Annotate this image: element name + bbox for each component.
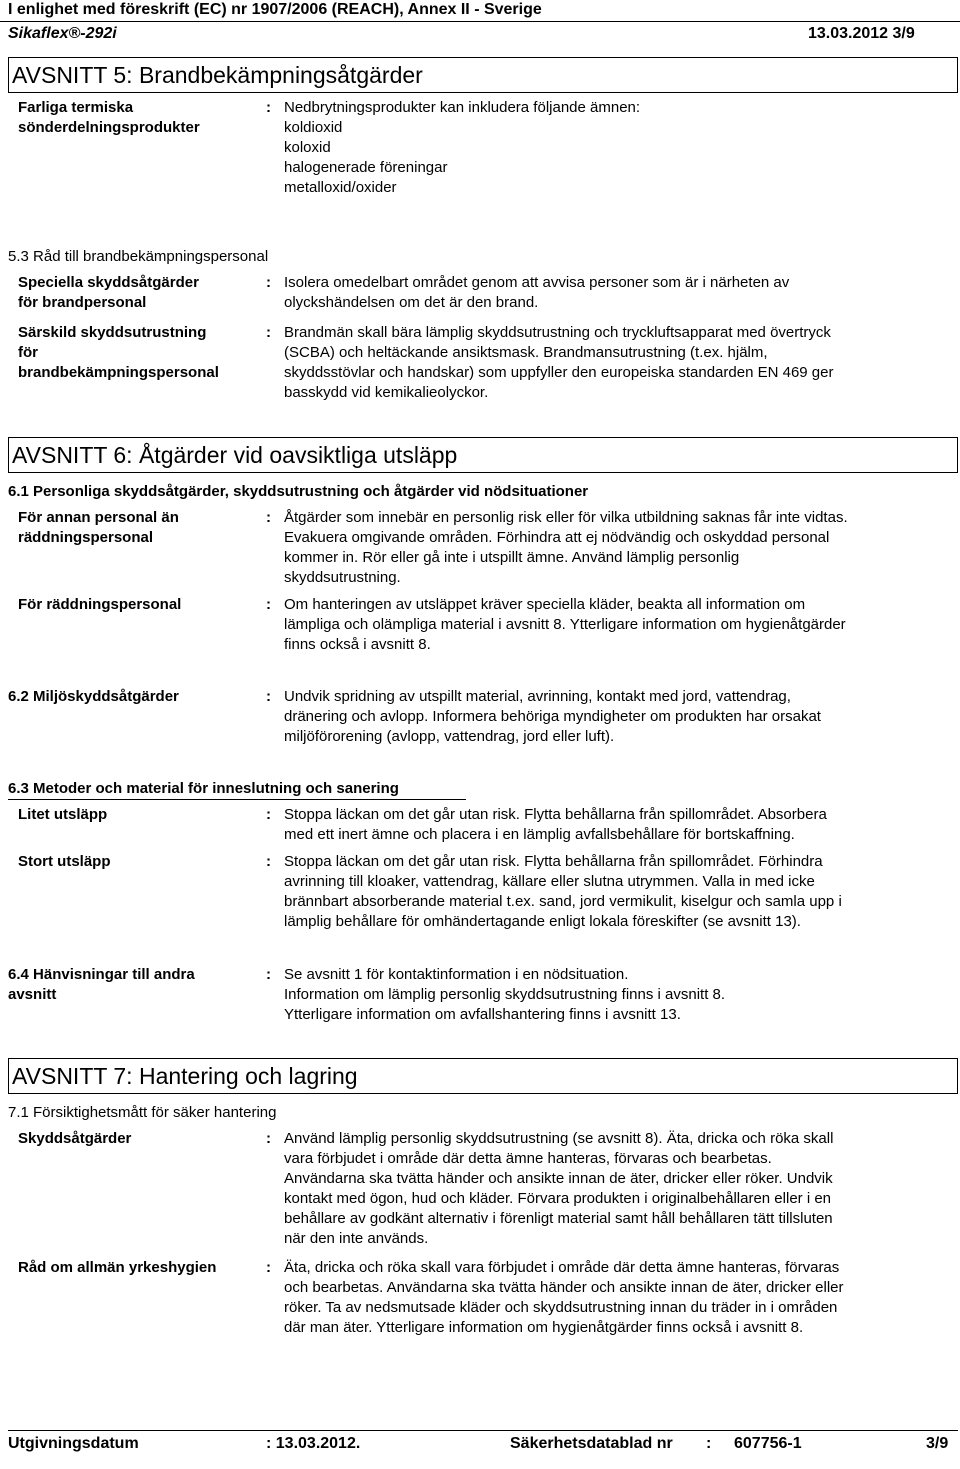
large-spill-value	[284, 852, 954, 932]
protective-measures-label	[18, 1129, 258, 1149]
text-line: Se avsnitt 1 för kontaktinformation i en nödsituation.	[284, 966, 629, 983]
subsection-5-3: 5.3 Råd till brandbekämpningspersonal	[8, 248, 269, 265]
text-line: Skyddsåtgärder	[18, 1130, 132, 1147]
footer-divider	[8, 1430, 958, 1431]
text-line: Använd lämplig personlig skyddsutrustning (se avsnitt 8). Äta, dricka och röka skall	[284, 1130, 834, 1147]
text-line: sönderdelningsprodukter	[18, 119, 200, 136]
text-line: Evakuera omgivande områden. Förhindra att ej nödvändig och oskyddad personal	[284, 529, 830, 546]
special-measures-value	[284, 273, 954, 313]
hazard-label	[18, 98, 258, 138]
colon: :	[266, 688, 271, 705]
product-name: Sikaflex®-292i	[8, 25, 117, 42]
emergency-label	[18, 595, 258, 615]
text-line: Undvik spridning av utspillt material, avrinning, kontakt med jord, vattendrag,	[284, 688, 791, 705]
section5-title: AVSNITT 5: Brandbekämpningsåtgärder	[12, 62, 423, 88]
section7-title-box	[8, 1058, 958, 1094]
text-line: vara förbjudet i område där detta ämne hanteras, förvaras och bearbetas.	[284, 1150, 772, 1167]
text-line: Stoppa läckan om det går utan risk. Flytta behållarna från spillområdet. Absorbera	[284, 806, 827, 823]
references-value	[284, 965, 954, 1025]
text-line: Stoppa läckan om det går utan risk. Flytta behållarna från spillområdet. Förhindra	[284, 853, 823, 870]
text-line: 6.2 Miljöskyddsåtgärder	[8, 688, 179, 705]
sds-number: 607756-1	[734, 1435, 802, 1452]
colon: :	[266, 509, 271, 526]
issue-date-label: Utgivningsdatum	[8, 1435, 139, 1452]
text-line: och bearbetas. Användarna ska tvätta händer och ansikte innan de äter, dricker eller	[284, 1279, 844, 1296]
special-measures-label	[18, 273, 258, 313]
text-line: olyckshändelsen om det är den brand.	[284, 294, 539, 311]
text-line: Farliga termiska	[18, 99, 134, 116]
small-spill-label	[18, 805, 258, 825]
text-line: basskydd vid kemikalieolyckor.	[284, 384, 489, 401]
text-line: Äta, dricka och röka skall vara förbjudet i område där detta ämne hanteras, förvaras	[284, 1259, 840, 1276]
colon: :	[266, 324, 271, 341]
large-spill-label	[18, 852, 258, 872]
text-line: brandbekämpningspersonal	[18, 364, 219, 381]
header-divider	[0, 21, 960, 22]
text-line: kommer in. Rör eller gå inte i utspillt ämne. Använd lämplig personlig	[284, 549, 740, 566]
protective-measures-value	[284, 1129, 954, 1249]
colon: :	[266, 853, 271, 870]
text-line: skyddsutrustning.	[284, 569, 401, 586]
text-line: där man äter. Ytterligare information om hygienåtgärder finns också i avsnitt 8.	[284, 1319, 804, 1336]
text-line: räddningspersonal	[18, 529, 154, 546]
hygiene-label	[18, 1258, 258, 1278]
environment-value	[284, 687, 954, 747]
colon: :	[266, 1259, 271, 1276]
equipment-label	[18, 323, 258, 383]
colon: :	[266, 596, 271, 613]
date-page: 13.03.2012 3/9	[808, 25, 915, 42]
subsection-7-1: 7.1 Försiktighetsmått för säker hantering	[8, 1104, 277, 1121]
section5-title-box	[8, 57, 958, 93]
text-line: För räddningspersonal	[18, 596, 182, 613]
text-line: lämpliga och olämpliga material i avsnitt 8. Ytterligare information om hygienåtgärder	[284, 616, 846, 633]
text-line: kontakt med ögon, hud och kläder. Förvara produkten i originalbehållaren eller i en	[284, 1190, 832, 1207]
section7-title: AVSNITT 7: Hantering och lagring	[12, 1063, 358, 1089]
colon: :	[266, 1130, 271, 1147]
environment-label	[8, 687, 248, 707]
text-line: koloxid	[284, 139, 331, 156]
colon: :	[266, 99, 271, 116]
text-line: med ett inert ämne och placera i en lämplig avfallsbehållare för bortskaffning.	[284, 826, 795, 843]
text-line: Information om lämplig personlig skyddsutrustning finns i avsnitt 8.	[284, 986, 726, 1003]
hygiene-value	[284, 1258, 954, 1338]
sds-number-label: Säkerhetsdatablad nr	[510, 1435, 673, 1452]
text-line: (SCBA) och heltäckande ansiktsmask. Brandmansutrustning (t.ex. hjälm,	[284, 344, 768, 361]
section6-title: AVSNITT 6: Åtgärder vid oavsiktliga utsläpp	[12, 442, 458, 468]
text-line: lämplig behållare för omhändertagande enligt lokala föreskifter (se avsnitt 13).	[284, 913, 801, 930]
text-line: Användarna ska tvätta händer och ansikte innan de äter, dricker eller röker. Undvik	[284, 1170, 833, 1187]
text-line: Särskild skyddsutrustning	[18, 324, 207, 341]
text-line: halogenerade föreningar	[284, 159, 448, 176]
colon: :	[266, 274, 271, 291]
equipment-value	[284, 323, 954, 403]
text-line: när den inte används.	[284, 1230, 429, 1247]
text-line: brännbart absorberande material t.ex. sand, jord vermikulit, kiselgur och samla upp i	[284, 893, 842, 910]
non-emergency-value	[284, 508, 954, 588]
text-line: Åtgärder som innebär en personlig risk eller för vilka utbildning saknas får inte vidtas.	[284, 509, 848, 526]
issue-date: : 13.03.2012.	[266, 1435, 361, 1452]
text-line: finns också i avsnitt 8.	[284, 636, 431, 653]
text-line: behållare av godkänt alternativ i förenligt material samt håll behållaren tätt tillsluten	[284, 1210, 833, 1227]
text-line: Om hanteringen av utsläppet kräver speciella kläder, beakta all information om	[284, 596, 806, 613]
subsection-underline	[8, 799, 466, 800]
text-line: Råd om allmän yrkeshygien	[18, 1259, 217, 1276]
text-line: Isolera omedelbart området genom att avvisa personer som är i närheten av	[284, 274, 790, 291]
text-line: Stort utsläpp	[18, 853, 111, 870]
text-line: 6.4 Hänvisningar till andra	[8, 966, 195, 983]
text-line: miljöförorening (avlopp, vattendrag, jord eller luft).	[284, 728, 615, 745]
text-line: Litet utsläpp	[18, 806, 108, 823]
text-line: för brandpersonal	[18, 294, 147, 311]
text-line: Brandmän skall bära lämplig skyddsutrustning och tryckluftsapparat med övertryck	[284, 324, 831, 341]
non-emergency-label	[18, 508, 258, 548]
text-line: dränering och avlopp. Informera behöriga myndigheter om produkten har orsakat	[284, 708, 821, 725]
subsection-6-3: 6.3 Metoder och material för inneslutning och sanering	[8, 780, 399, 797]
text-line: För annan personal än	[18, 509, 179, 526]
text-line: skyddsstövlar och handskar) som uppfyller den europeiska standarden EN 469 ger	[284, 364, 834, 381]
section6-title-box	[8, 437, 958, 473]
text-line: för	[18, 344, 38, 361]
colon: :	[266, 966, 271, 983]
sds-colon: :	[706, 1435, 712, 1452]
text-line: Speciella skyddsåtgärder	[18, 274, 199, 291]
emergency-value	[284, 595, 954, 655]
text-line: Nedbrytningsprodukter kan inkludera följande ämnen:	[284, 99, 641, 116]
small-spill-value	[284, 805, 954, 845]
hazard-value	[284, 98, 954, 198]
text-line: röker. Ta av nedsmutsade kläder och skyddsutrustning innan du träder in i områden	[284, 1299, 838, 1316]
subsection-6-1: 6.1 Personliga skyddsåtgärder, skyddsutrustning och åtgärder vid nödsituationer	[8, 483, 589, 500]
references-label	[8, 965, 248, 1005]
regulation-header: I enlighet med föreskrift (EC) nr 1907/2006 (REACH), Annex II - Sverige	[8, 1, 542, 18]
text-line: metalloxid/oxider	[284, 179, 397, 196]
text-line: koldioxid	[284, 119, 343, 136]
text-line: avrinning till kloaker, vattendrag, källare eller slutna utrymmen. Valla in med icke	[284, 873, 815, 890]
text-line: avsnitt	[8, 986, 57, 1003]
colon: :	[266, 806, 271, 823]
page-number: 3/9	[926, 1435, 949, 1452]
text-line: Ytterligare information om avfallshantering finns i avsnitt 13.	[284, 1006, 681, 1023]
